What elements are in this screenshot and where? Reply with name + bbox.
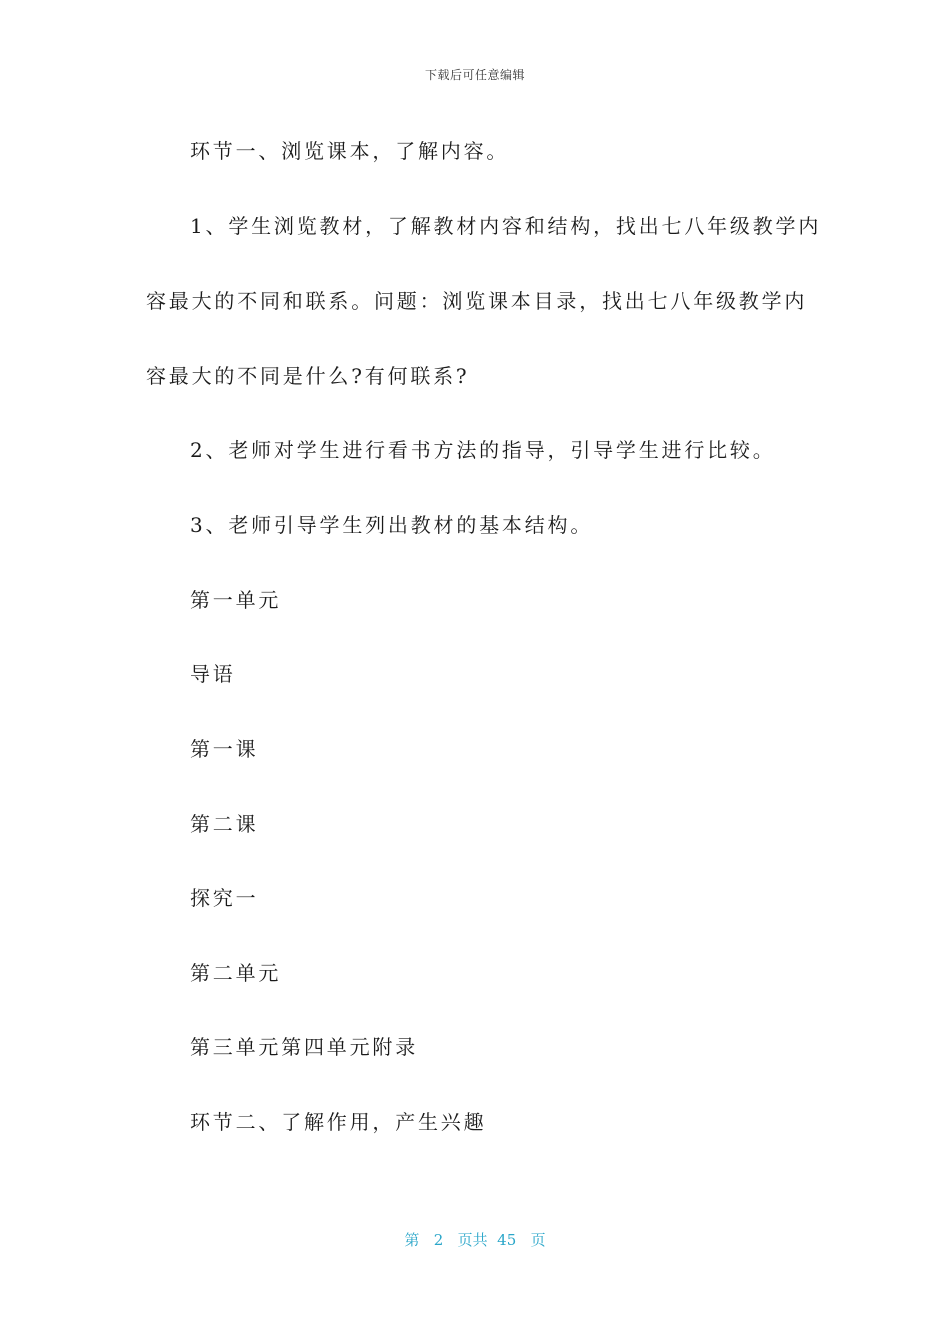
structure-lesson-1: 第一课 [190,737,259,761]
page-header: 下载后可任意编辑 [424,68,525,82]
page-footer [0,1229,950,1250]
paragraph-item-1-line-2: 容最大的不同和联系。问题：浏览课本目录，找出七八年级教学内 [146,289,808,313]
structure-lesson-2: 第二课 [190,812,259,836]
footer-current-page: 2 [433,1231,444,1249]
footer-prefix: 第 [404,1231,420,1249]
paragraph-item-1-line-1: 1、学生浏览教材，了解教材内容和结构，找出七八年级教学内 [190,214,822,238]
footer-suffix: 页 [530,1231,546,1249]
paragraph-item-3: 3、老师引导学生列出教材的基本结构。 [190,513,594,537]
structure-unit-1: 第一单元 [190,588,282,612]
footer-total-pages: 45 [497,1231,517,1249]
paragraph-item-2: 2、老师对学生进行看书方法的指导，引导学生进行比较。 [190,438,776,462]
structure-intro: 导语 [190,662,236,686]
paragraph-item-1-line-3: 容最大的不同是什么?有何联系? [146,364,470,388]
paragraph-section-one-heading: 环节一、浏览课本，了解内容。 [190,139,510,163]
footer-mid: 页共 [457,1231,488,1249]
structure-inquiry-1: 探究一 [190,886,259,910]
paragraph-section-two-heading: 环节二、了解作用，产生兴趣 [190,1110,487,1134]
structure-unit-2: 第二单元 [190,961,282,985]
structure-unit-3-4-appendix: 第三单元第四单元附录 [190,1035,418,1059]
